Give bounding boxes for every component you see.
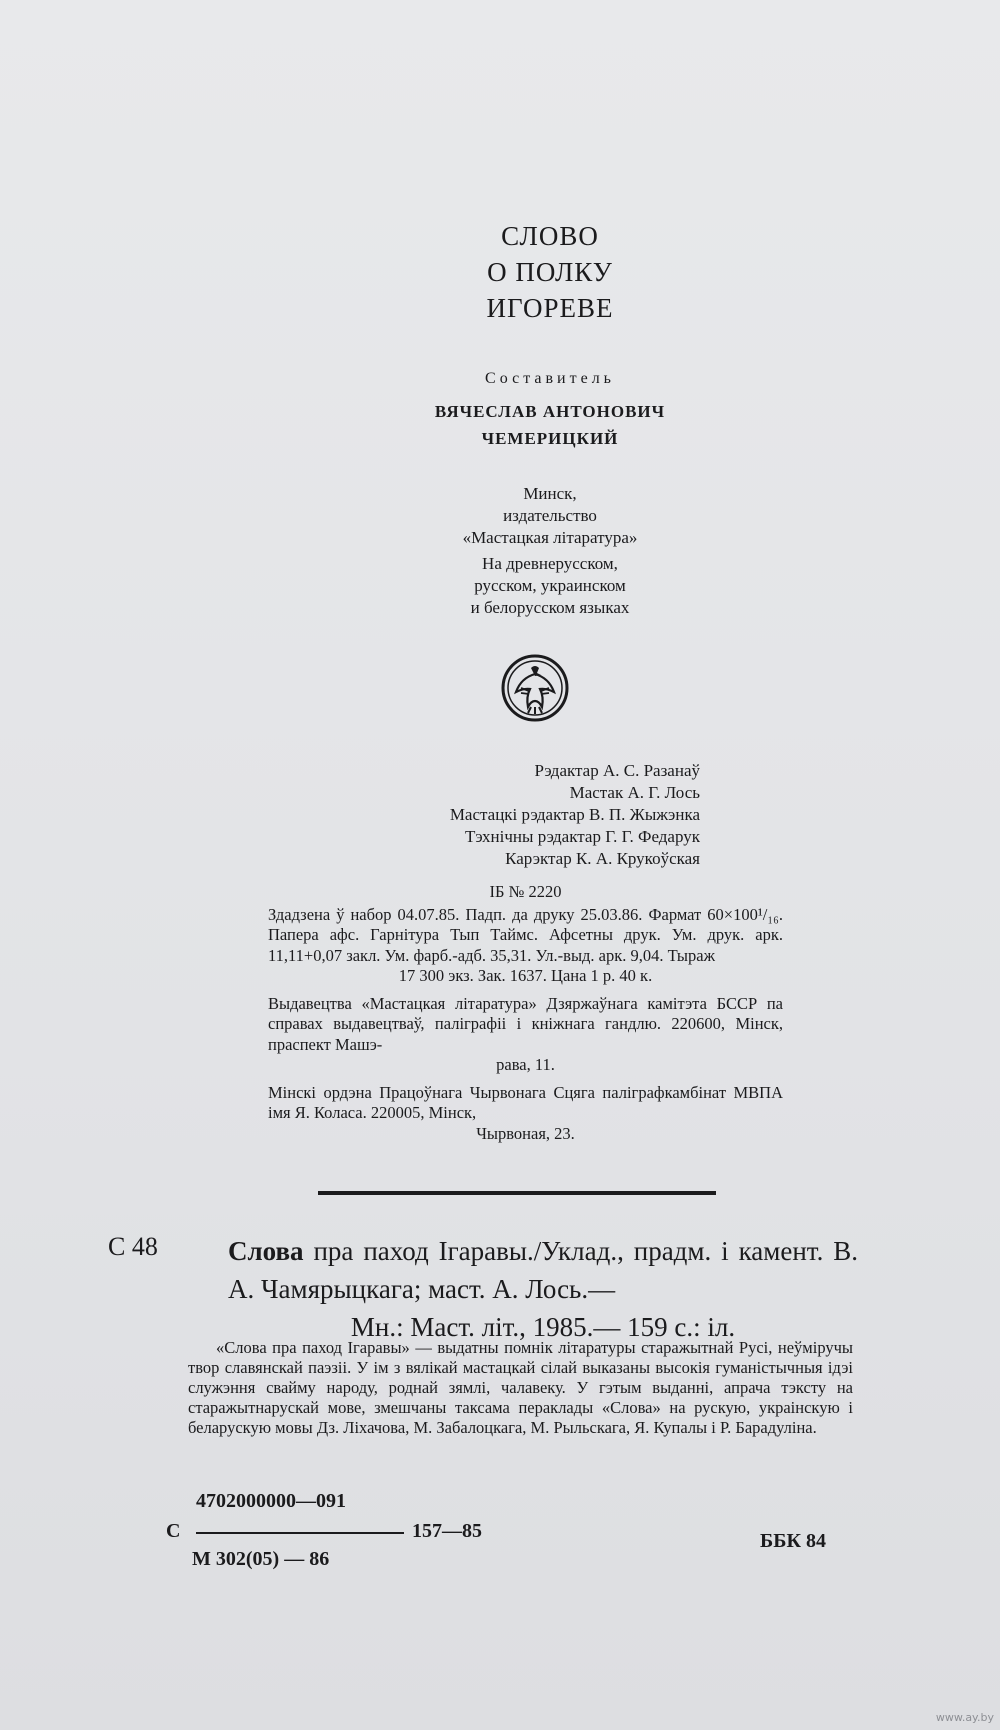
languages-line: и белорусском языках bbox=[470, 598, 630, 617]
staff-line: Рэдактар А. С. Разанаў bbox=[534, 761, 700, 780]
languages-line: русском, украинском bbox=[474, 576, 626, 595]
printer-info-last: Чырвоная, 23. bbox=[476, 1123, 575, 1143]
languages-block bbox=[0, 553, 1000, 619]
print-details bbox=[268, 905, 783, 987]
publisher-info bbox=[268, 994, 783, 1076]
bird-emblem-icon bbox=[501, 652, 569, 724]
catalog-title: Слова bbox=[228, 1236, 304, 1266]
watermark: www.ay.by bbox=[935, 1711, 994, 1724]
code-suffix: 157—85 bbox=[412, 1520, 482, 1542]
author-name bbox=[0, 398, 1000, 452]
title-line: СЛОВО bbox=[501, 221, 599, 251]
code-letter: С bbox=[166, 1520, 181, 1542]
author-line: ВЯЧЕСЛАВ АНТОНОВИЧ bbox=[434, 402, 666, 421]
staff-line: Мастак А. Г. Лось bbox=[569, 783, 700, 802]
languages-line: На древнерусском, bbox=[482, 554, 618, 573]
catalog-entry bbox=[228, 1232, 858, 1346]
compiler-label: Составитель bbox=[485, 370, 615, 387]
ib-number: ІБ № 2220 bbox=[489, 882, 562, 901]
divider-rule bbox=[318, 1191, 716, 1195]
title-line: О ПОЛКУ bbox=[487, 257, 613, 287]
publisher-line: Минск, bbox=[523, 484, 577, 503]
print-details-text: Здадзена ў набор 04.07.85. Падп. да друку 25.03.86. Фармат 60×100¹/₁₆. Папера афс. Гарнітура Тып Таймс. Афсетны друк. Ум. друк. арк. 11,11+0,07 закл. Ум. фарб.-адб. 35,31. Ул.-выд. арк. 9,04. Тыраж bbox=[268, 904, 783, 965]
author-line: ЧЕМЕРИЦКИЙ bbox=[481, 429, 619, 448]
staff-credits bbox=[360, 760, 700, 870]
catalog-text: пра паход Ігаравы./Уклад., прадм. і камент. В. А. Чамярыцкага; маст. А. Лось.— bbox=[228, 1236, 858, 1304]
bbk-code: ББК 84 bbox=[760, 1530, 826, 1552]
code-fraction-line bbox=[196, 1532, 404, 1534]
printer-info-text: Мінскі ордэна Працоўнага Чырвонага Сцяга паліграфкамбінат МВПА імя Я. Коласа. 220005, Мінск, bbox=[268, 1082, 783, 1122]
print-details-last: 17 300 экз. Зак. 1637. Цана 1 р. 40 к. bbox=[398, 966, 653, 985]
book-title bbox=[0, 218, 1000, 326]
catalog-code: С 48 bbox=[108, 1232, 158, 1261]
catalog-text-last: Мн.: Маст. літ., 1985.— 159 с.: іл. bbox=[350, 1312, 736, 1342]
publisher-line: издательство bbox=[503, 506, 597, 525]
code-bottom: М 302(05) — 86 bbox=[192, 1548, 330, 1570]
annotation: «Слова пра паход Ігаравы» — выдатны помнік літаратуры старажытнай Русі, неўміручы твор славянскай паэзіі. У ім з вялікай мастацкай сілай выказаны высокія гуманістычныя ідэі служэння свайму народу, роднай зямлі, чалавеку. У гэтым выданні, апрача тэксту на старажытнарускай мове, змешчаны таксама пераклады «Слова» на рускую, украінскую і беларускую мовы Дз. Ліхачова, М. Забалоцкага, М. Рыльскага, Я. Купалы і Р. Барадуліна. bbox=[188, 1338, 853, 1437]
staff-line: Карэктар К. А. Крукоўская bbox=[505, 849, 700, 868]
code-top: 4702000000—091 bbox=[196, 1490, 346, 1512]
staff-line: Мастацкі рэдактар В. П. Жыжэнка bbox=[449, 805, 700, 824]
publisher-line: «Мастацкая літаратура» bbox=[462, 528, 638, 547]
publisher-block bbox=[0, 483, 1000, 549]
staff-line: Тэхнічны рэдактар Г. Г. Федарук bbox=[465, 827, 700, 846]
publisher-info-last: рава, 11. bbox=[496, 1055, 555, 1074]
publisher-info-text: Выдавецтва «Мастацкая літаратура» Дзяржаўнага камітэта БССР па справах выдавецтваў, паліграфіі і кніжнага гандлю. 220600, Мінск, праспект Машэ- bbox=[268, 993, 783, 1054]
title-line: ИГОРЕВЕ bbox=[486, 293, 614, 323]
imprint-block bbox=[268, 882, 783, 1151]
printer-info bbox=[268, 1083, 783, 1145]
